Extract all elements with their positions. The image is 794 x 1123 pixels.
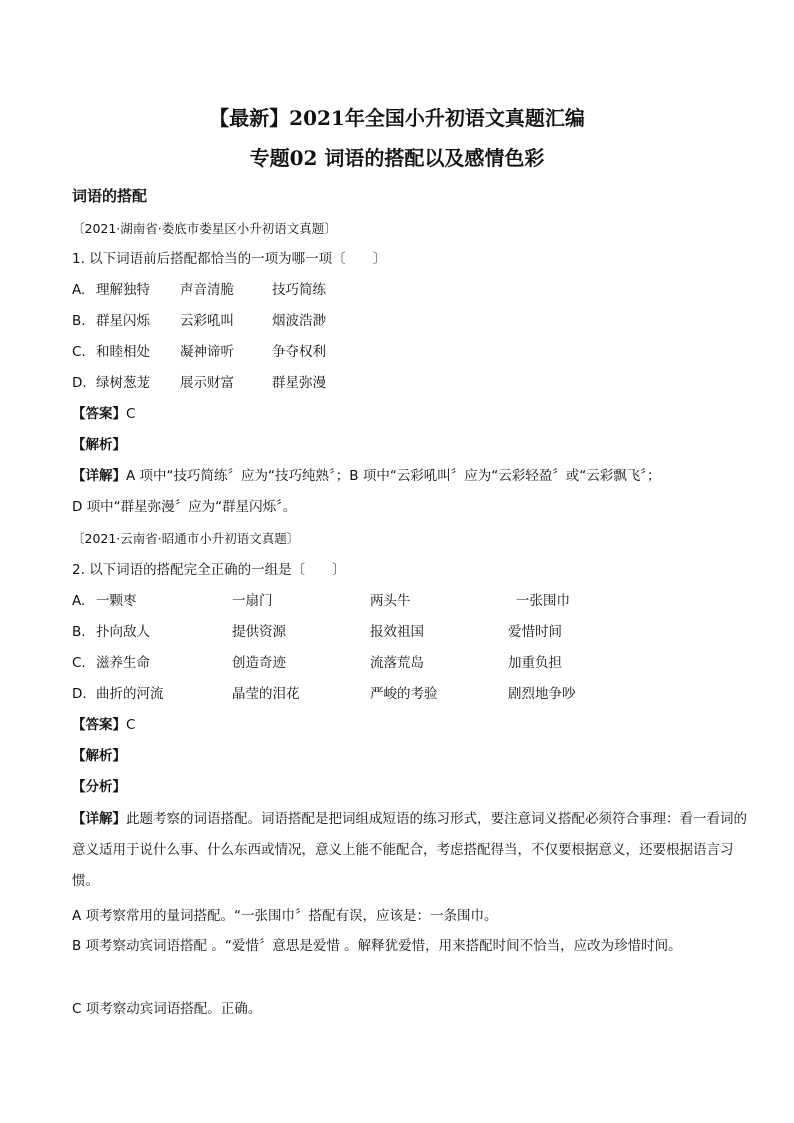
q2-stem: 2. 以下词语的搭配完全正确的一组是〔 〕 [72,562,346,578]
q2-fenxi-label: 【分析】 [72,779,126,795]
q2-answer: 【答案】C [72,717,136,733]
q1-analysis-label: 【解析】 [72,437,126,453]
q1-source: 〔2021·湖南省·娄底市娄星区小升初语文真题〕 [72,221,337,236]
document-subtitle: 专题02 词语的搭配以及感情色彩 [249,146,545,170]
q1-detail-line2: D 项中“群星弥漫〞应为“群星闪烁〞。 [72,499,297,515]
section-heading: 词语的搭配 [72,187,148,205]
q2-detail-paragraph: 【详解】此题考察的词语搭配。词语搭配是把词组成短语的练习形式，要注意词义搭配必须符合事理：看一看词的意义适用于说什么事、什么东西或情况，意义上能不能配合，考虑搭配得当，不仅要根据意义，还要根据语言习惯。 [72,811,747,889]
q1-stem: 1. 以下词语前后搭配都恰当的一项为哪一项〔 〕 [72,251,387,267]
q2-note-a: A 项考察常用的量词搭配。“一张围巾〞搭配有误，应该是：一条围巾。 [72,908,498,924]
q2-analysis-label: 【解析】 [72,748,126,764]
q2-note-c: C 项考察动宾词语搭配。正确。 [72,1001,262,1017]
document-title: 【最新】2021年全国小升初语文真题汇编 [209,106,585,130]
q2-source: 〔2021·云南省·昭通市小升初语文真题〕 [72,531,300,546]
q1-detail-line1: 【详解】A 项中“技巧简练〞应为“技巧纯熟〞；B 项中“云彩吼叫〞应为“云彩轻盈〞或“云彩飘飞〞； [72,468,661,484]
q1-answer: 【答案】C [72,406,136,422]
q2-note-b: B 项考察动宾词语搭配 。“爱惜〞意思是爱惜 。解释犹爱惜，用来搭配时间不恰当，应改为珍惜时间。 [72,938,682,954]
